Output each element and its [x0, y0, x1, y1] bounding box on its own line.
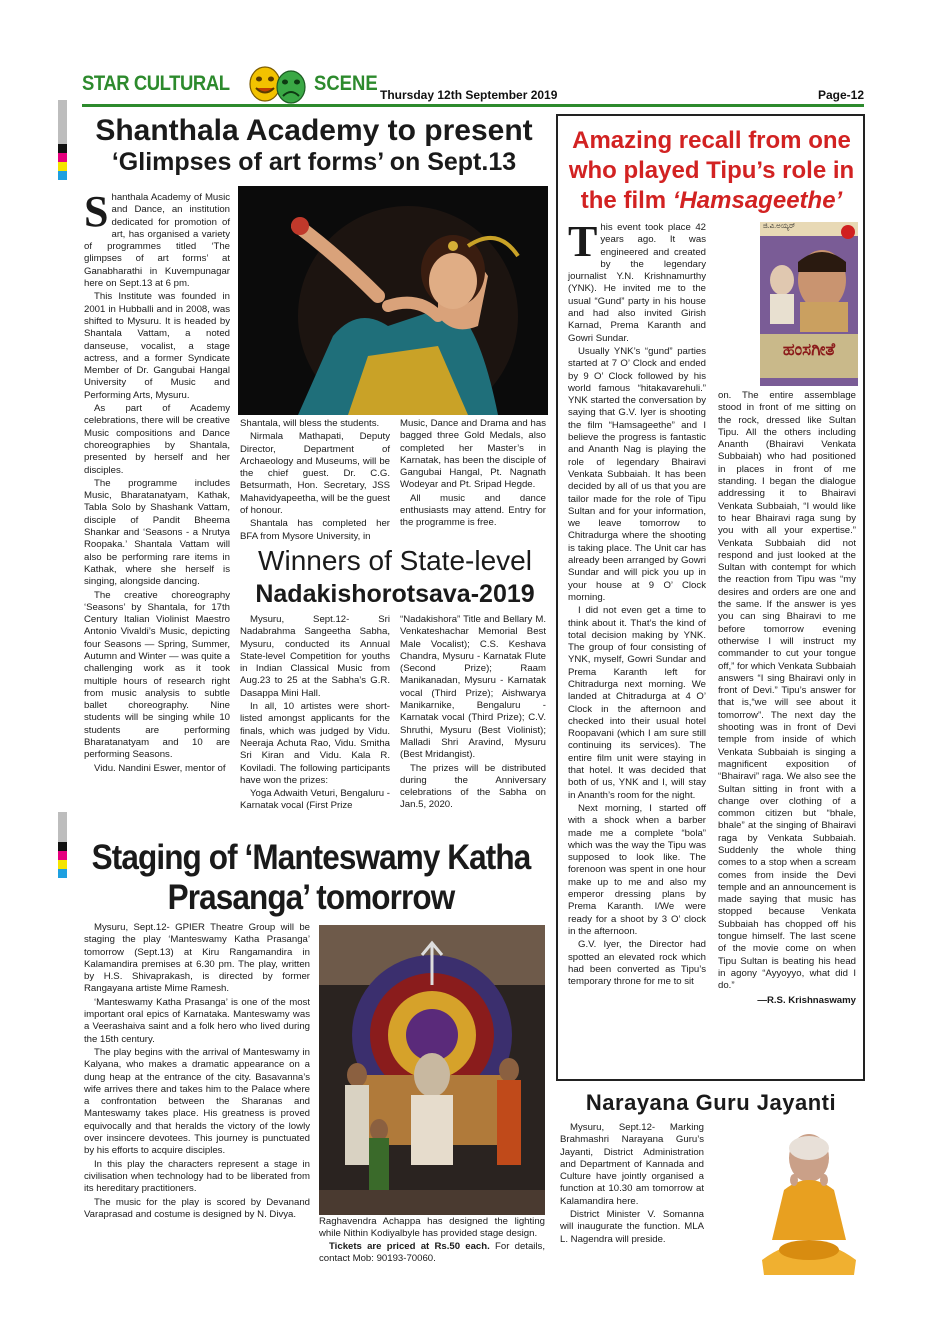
narayana-guru-portrait — [754, 1120, 864, 1280]
winners-headline-line2: Nadakishorotsava-2019 — [255, 580, 535, 608]
poster-credit: ಜಿ.ವಿ.ಅಯ್ಯರ್ — [763, 223, 796, 230]
dancer-photo — [238, 186, 548, 415]
tipu-column-2: on. The entire assemblage stood in front of me sitting on the rock, dressed like Sultan Tipu. All the others including Ananth (Bhairavi Venkata Subbaiah) who had positioned in places in front of me standing. I began the dialogue addressing it to Bhairavi Venkata Subbaiah, “I would like to hear Bhairavi raga sung by you with all your expertise.” Venkata Subbaiah did not respond and just looked at the Sultan with contempt for which the reaction from Tipu was “my desires and orders are one and the same. If the answer is yes you can sing Bhairavi to me before tomorrow evening otherwise I will instruct my commander to cut your tongue off,” for which Venkata Subbaiah answers “I sing Bhairavi only in front of Devi.” Tipu’s answer for that is,“we will see about it tomorrow”. The next day the shooting was in front of Devi temple from inside of which Venkata Subbaiah is singing a magnificent exposition of “Bhairavi” raga. We also see the Sultan sitting in front with a change over clothing of a common citizen but “bhale, bhale” at the singing of Bhairavi raga by Venkata Subbaiah. Suddenly the whole thing comes to a stop when a scream comes from inside the Devi temple and an announcement is made saying that music has stopped because Venkata Subbaiah has chopped off his tongue himself. The last scene of the movie come on when Tipu Sultan is beating his head in agony “Ayyoyyo, what did I do.” —R.S. Krishnaswamy — [718, 390, 856, 1006]
staging-column-2: Raghavendra Achappa has designed the lighting while Nithin Kodiyalbyle has provided stage design. Tickets are priced at Rs.50 each. For details, contact Mob: 90193-70060. — [319, 1216, 546, 1264]
tipu-headline-film: ‘Hamsageethe’ — [672, 187, 843, 214]
page-number: Page-12 — [817, 88, 864, 102]
winners-headline-line1: Winners of State-level — [258, 545, 532, 576]
poster-title: ಹಂಸಗೀತೆ — [782, 340, 836, 359]
dropcap-s: S — [84, 187, 109, 236]
tipu-headline: Amazing recall from one who played Tipu’s role in the film ‘Hamsageethe’ — [568, 127, 855, 214]
issue-date: Thursday 12th September 2019 — [380, 88, 558, 102]
masthead-rule — [82, 104, 864, 107]
registration-marks-bottom — [58, 812, 67, 878]
shanthala-column-3: Music, Dance and Drama and has bagged three Gold Medals, also completed her Master’s in Karnatak, has been the disciple of Gangubai Hangal, Pt. Nagnath Wodeyar and Pt. Sripad Hegde. All music and dance enthusiasts may attend. Entry for the programme is free. — [400, 418, 546, 529]
tipu-byline: —R.S. Krishnaswamy — [757, 994, 856, 1006]
masthead-title-right: SCENE — [314, 72, 378, 95]
shanthala-headline-line2: ‘Glimpses of art forms’ on Sept.13 — [111, 148, 517, 176]
shanthala-column-1: Shanthala Academy of Music and Dance, an institution dedicated for promotion of art, has organised a variety of programmes titled ‘The glimpses of art forms’ at Ganabharathi in Kuvempunagar here on Sept.13 at 6 pm. This Institute was founded in 2001 in Hubballi and in 2008, was shifted to Mysuru. It is headed by Shantala Vattam, a noted danseuse, vocalist, a stage actress, and a former Syndicate Member of Dr. Gangubai Hangal University of Music and Performing Arts, Mysuru. As part of Academy celebrations, there will be creative Music compositions and Dance choreographies by Shantala, presented by herself and her disciples. The programme includes Music, Bharatanatyam, Kathak, Tabla Solo by Shashank Vattam, disciple of Pandit Bheema Shankar and ‘Seasons - a Nrutya Roopaka.’ Shantala Vattam will also be performing rare items in Kathak, where she herself is singing, alongside dancing. The creative choreography ‘Seasons’ by Shantala, for 17th Century Italian Violinist Maestro Antonio Vivaldi’s Music, depicting four Seasons — Spring, Summer, Autumn and Winter — was quite a challenging work as it took multiple hours of research right from music analysis to subtle ballet choreography. Nine students will be singing while 10 students are performing Bharatanatyam and 10 are performing Seasons. Vidu. Nandini Eswer, mentor of — [84, 187, 230, 774]
staging-headline-line1: Staging of ‘Manteswamy Katha — [91, 838, 531, 877]
dropcap-t: T — [568, 217, 598, 266]
tipu-column-1: This event took place 42 years ago. It was engineered and created by the legendary journalist Y.N. Krishnamurthy (YNK). He invited me to the usual “Gund” party in his house and had also invited Girish Karnad, Prema Karanth and Gowri Sundar. Usually YNK’s “gund” parties started at 7 O’ Clock and ended by 9 O’ Clock followed by his world famous “hitakavarehuli.” YNK started the conversation by saying that G.V. Iyer is shooting the film “Hamsageethe” and I believe the progress is fantastic and Ananth Nag is playing the role of legendary Bhairavi Venkata Subbaiah. It has been decided by all of us that you are tailor made for the role of Tipu Sultan and for your information, we leave tomorrow to Chitradurga where the shooting is taking place. The Unit car has already been arranged by Gowri Sundar and will pick you up in your house at 9 O’ Clock morning. I did not even get a time to think about it. That’s the kind of total decision making by YNK. The group of four consisting of YNK, myself, Gowri Sundar and Prema Karanth left for Chitradurga next morning. We landed at Chitradurga at 4 O’ Clock in the afternoon and checked into their usual hotel Roopavani (which I am sure still continuing its services). The entire film unit were staying in that hotel. It was decided that both of us, YNK and I, will stay in Ananth’s room for the night. Next morning, I started off with a shock when a barber made me a complete “bola” which was the way the Tipu was supposed to look like. The forenoon was spent in one hour make up to me and also my emperor dressing plans by Prema Karanth. I/We were ready for a shoot by 3 O’ clock in the afternoon. G.V. Iyer, the Director had spotted an elevated rock which had been converted as Tipu’s temporary throne for me to sit — [568, 217, 706, 988]
staging-column-1: Mysuru, Sept.12- GPIER Theatre Group will be staging the play ‘Manteswamy Katha Prasanga’ tomorrow (Sept.13) at Kiru Rangamandira in Kalamandira premises at 6.30 pm. The play, written by H.S. Shivaprakash, is directed by former Rangayana artiste Mime Ramesh. ‘Manteswamy Katha Prasanga’ is one of the most important oral epics of Karnataka. Manteswamy was a Veerashaiva saint and a folk hero who lived during the 15th century. The play begins with the arrival of Manteswamy in Kalyana, who makes a dramatic appearance on a dung heap at the entrance of the city. Basavanna’s wife arrives there and takes him to the Palace where a confrontation between the Sharanas and Manteswamy takes place. His greatness is proved equivocally and that heralds the victory of the lowly over insincere devotees. This journey is punctuated by his efforts to acquire disciples. In this play the characters represent a stage in civilisation when technology had to be liberated from its hereditary practitioners. The music for the play is scored by Devanand Varaprasad and costume is designed by N. Divya. — [84, 922, 310, 1220]
hamsageethe-poster — [760, 222, 858, 386]
winners-column-1: Mysuru, Sept.12- Sri Nadabrahma Sangeetha Sabha, Mysuru, conducted its Annual State-level Competition for youths in Indian Classical Music from Aug.23 to 25 at the Sabha’s G.R. Dasappa Mini Hall. In all, 10 artistes were short-listed amongst applicants for the finals, which was judged by Vidu. Neeraja Achuta Rao, Vidu. Smitha Sri Kiran and Vidu. Kala R. Koviladi. The following participants have won the prizes: Yoga Adwaith Veturi, Bengaluru - Karnatak vocal (First Prize — [240, 614, 390, 812]
masthead-title-left: STAR CULTURAL — [82, 72, 230, 95]
theatre-masks-icon — [237, 64, 319, 104]
shanthala-column-2: Shantala, will bless the students. Nirmala Mathapati, Deputy Director, Department of Archaeology and Museums, will be the chief guest. Dr. C.G. Betsurmath, Hon. Secretary, JSS Mahavidyapeetha, will be the guest of honour. Shantala has completed her BFA from Mysore University, in — [240, 418, 390, 542]
winners-column-2: “Nadakishora” Title and Bellary M. Venkateshachar Memorial Best Male Vocalist); C.S. Keshava Chandra, Mysuru - Karnatak Flute (Second Prize); Raam Manikanadan, Mysuru - Karnatak vocal (Third Prize); Aishwarya Manikarnike, Bengaluru - Karnatak vocal (Third Prize); C.V. Shruthi, Mysuru (Best Violinist); Malladi Shri Aravind, Mysuru (Best Mridangist). The prizes will be distributed during the Anniversary celebrations of the Sabha on Jan.5, 2020. — [400, 614, 546, 811]
shanthala-headline-line1: Shanthala Academy to present — [95, 114, 533, 147]
ticket-price: Tickets are priced at Rs.50 each. — [329, 1240, 490, 1252]
narayana-headline: Narayana Guru Jayanti — [585, 1090, 837, 1115]
masthead — [82, 72, 864, 106]
staging-headline-line2: Prasanga’ tomorrow — [167, 878, 455, 917]
stage-play-photo — [319, 925, 545, 1215]
narayana-column: Mysuru, Sept.12- Marking Brahmashri Narayana Guru’s Jayanti, District Administration and Department of Kannada and Culture have jointly organised a function at 10.30 am tomorrow at Kalamandira here. District Minister V. Somanna will inaugurate the function. MLA L. Nagendra will preside. — [560, 1122, 704, 1245]
